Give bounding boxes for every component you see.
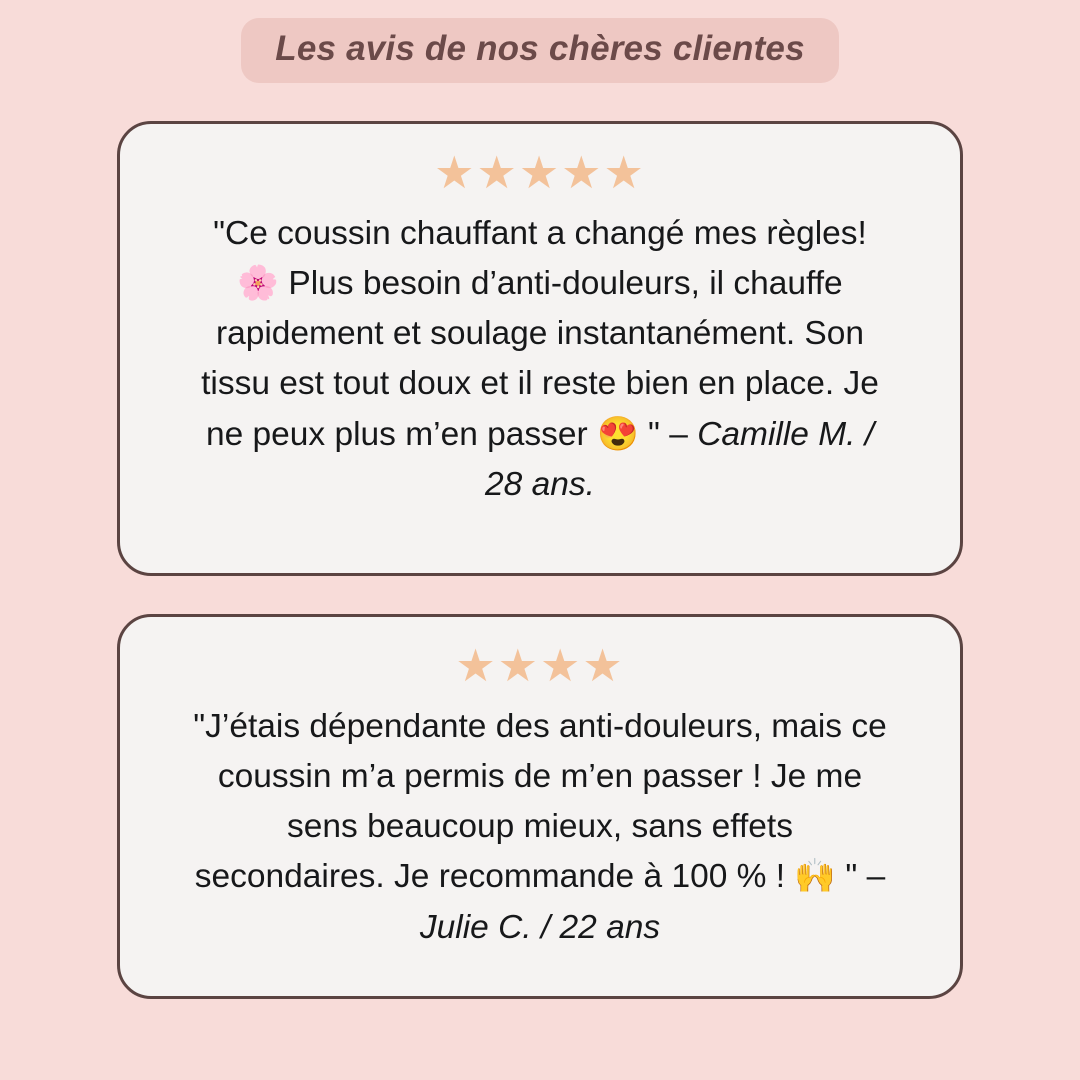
review-signature: Julie C. / 22 ans [419,908,661,946]
review-body [190,209,890,511]
page-title: Les avis de nos chères clientes [275,29,805,68]
reviews-list [0,121,1080,999]
rating-stars: ★★★★★ [434,146,646,198]
review-quote-close: " [845,858,858,896]
review-quote-close: " [648,415,660,453]
header-banner [241,18,839,83]
review-quote-open: "Ce coussin chauffant a changé mes règles! [213,214,867,252]
rating-stars: ★★★★ [455,639,625,691]
review-signature: Camille M. / 28 ans. [485,415,875,503]
review-dash: – [669,415,688,453]
raised-hands-icon: 🙌 [794,858,837,896]
review-dash: – [866,858,886,896]
review-body [190,702,890,953]
review-card [117,121,963,576]
cherry-blossom-icon: 🌸 [237,264,280,302]
review-card [117,614,963,999]
review-quote-body: Plus besoin d’anti-douleurs, il chauffe rapidement et soulage instantanément. Son tissu est tout doux et il reste bien en place. Je ne peux plus m’en passer [201,264,879,453]
review-quote-open: "J’étais dépendante des anti-douleurs, mais ce coussin m’a permis de m’en passer ! Je me sens beaucoup mieux, sans effets secondaires. Je recommande à 100 % ! [193,707,887,896]
heart-eyes-icon: 😍 [597,415,639,453]
